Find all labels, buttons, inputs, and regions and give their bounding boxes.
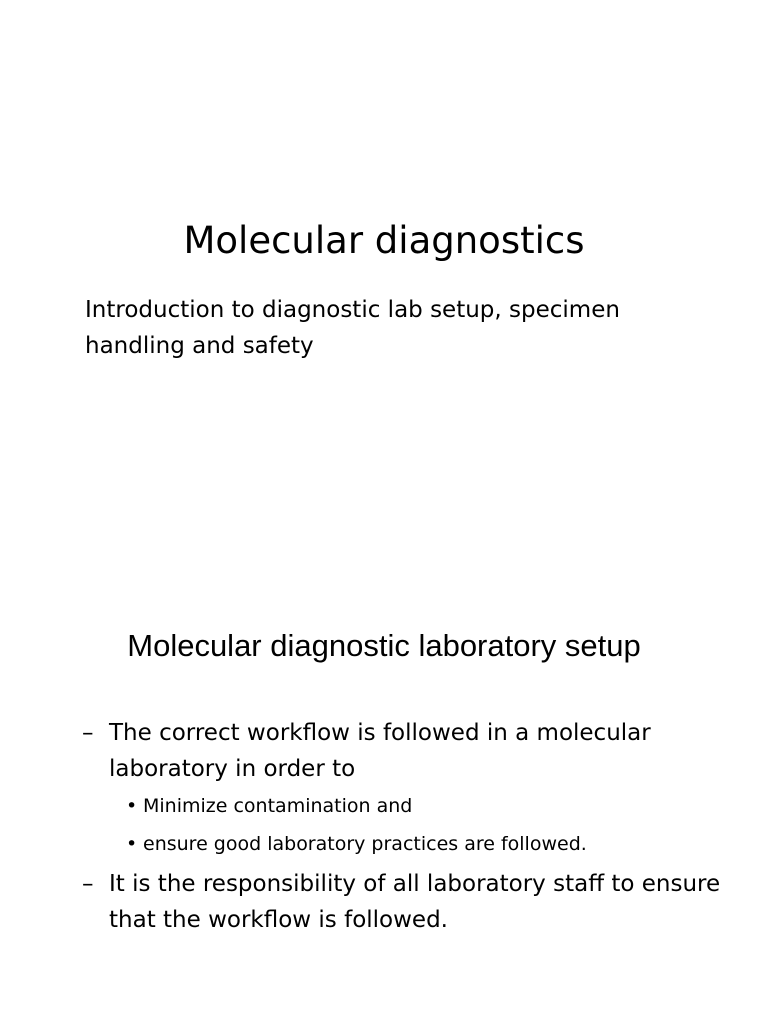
- bullet-item: [82, 715, 722, 787]
- sub-bullet-item: [82, 787, 722, 825]
- content-slide: [0, 512, 768, 1024]
- sub-bullet-item: [82, 825, 722, 863]
- sub-bullet-text: Minimize contamination and: [143, 795, 413, 817]
- slide-title: Molecular diagnostics: [183, 219, 585, 262]
- bullet-list: [82, 715, 722, 938]
- bullet-text: The correct workflow is followed in a molecular laboratory in order to: [109, 720, 651, 782]
- content-slide-title: Molecular diagnostic laboratory setup: [127, 628, 641, 663]
- bullet-item: [82, 866, 722, 938]
- dot-marker: •: [126, 833, 138, 855]
- sub-bullet-text: ensure good laboratory practices are followed.: [143, 833, 587, 855]
- dot-marker: •: [126, 795, 138, 817]
- dash-marker: –: [82, 871, 94, 897]
- bullet-text: It is the responsibility of all laboratory staff to ensure that the workflow is followed.: [109, 871, 721, 933]
- slide-subtitle: Introduction to diagnostic lab setup, specimen handling and safety: [85, 297, 620, 359]
- dash-marker: –: [82, 720, 94, 746]
